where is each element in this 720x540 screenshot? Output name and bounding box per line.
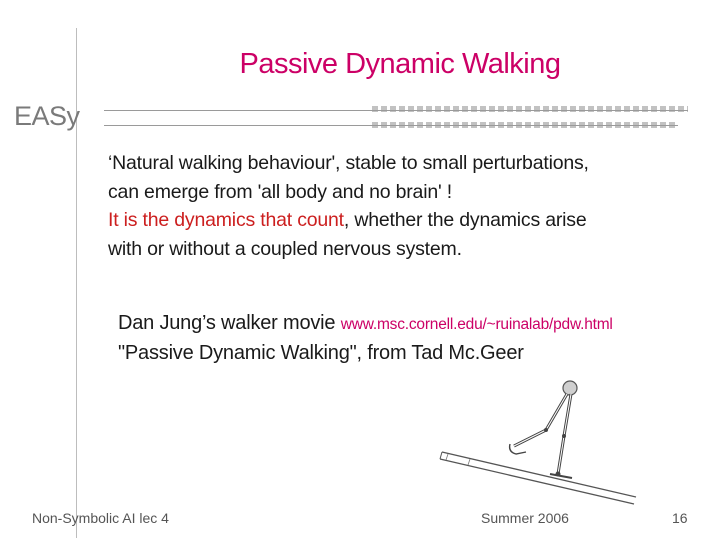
slope-icon <box>440 452 636 504</box>
movie-url-link[interactable]: www.msc.cornell.edu/~ruinalab/pdw.html <box>340 316 613 333</box>
header-dash-top <box>372 106 688 112</box>
movie-label: Dan Jung’s walker movie <box>118 312 341 334</box>
header-dash-bottom <box>372 122 678 128</box>
body-line-3 <box>108 206 688 235</box>
footer-term: Summer 2006 <box>481 510 569 526</box>
body-line-3-rest: , whether the dynamics arise <box>343 209 587 231</box>
body-paragraph <box>108 149 688 263</box>
walker-icon <box>510 381 577 478</box>
passive-walker-illustration <box>430 370 650 520</box>
brand-logo-text: EASy <box>14 101 80 131</box>
body-line-4: with or without a coupled nervous system. <box>108 237 462 260</box>
highlight-text: It is the dynamics that count <box>108 209 344 231</box>
references-block <box>118 309 708 368</box>
source-reference: "Passive Dynamic Walking", from Tad Mc.Geer <box>118 342 524 364</box>
body-line-2: can emerge from 'all body and no brain' ! <box>108 180 452 203</box>
footer-page-number: 16 <box>672 510 688 526</box>
slide-title: Passive Dynamic Walking <box>239 48 561 80</box>
footer-course: Non-Symbolic AI lec 4 <box>32 510 169 526</box>
movie-reference <box>118 309 708 339</box>
body-line-1: ‘Natural walking behaviour', stable to small perturbations, <box>108 152 589 174</box>
